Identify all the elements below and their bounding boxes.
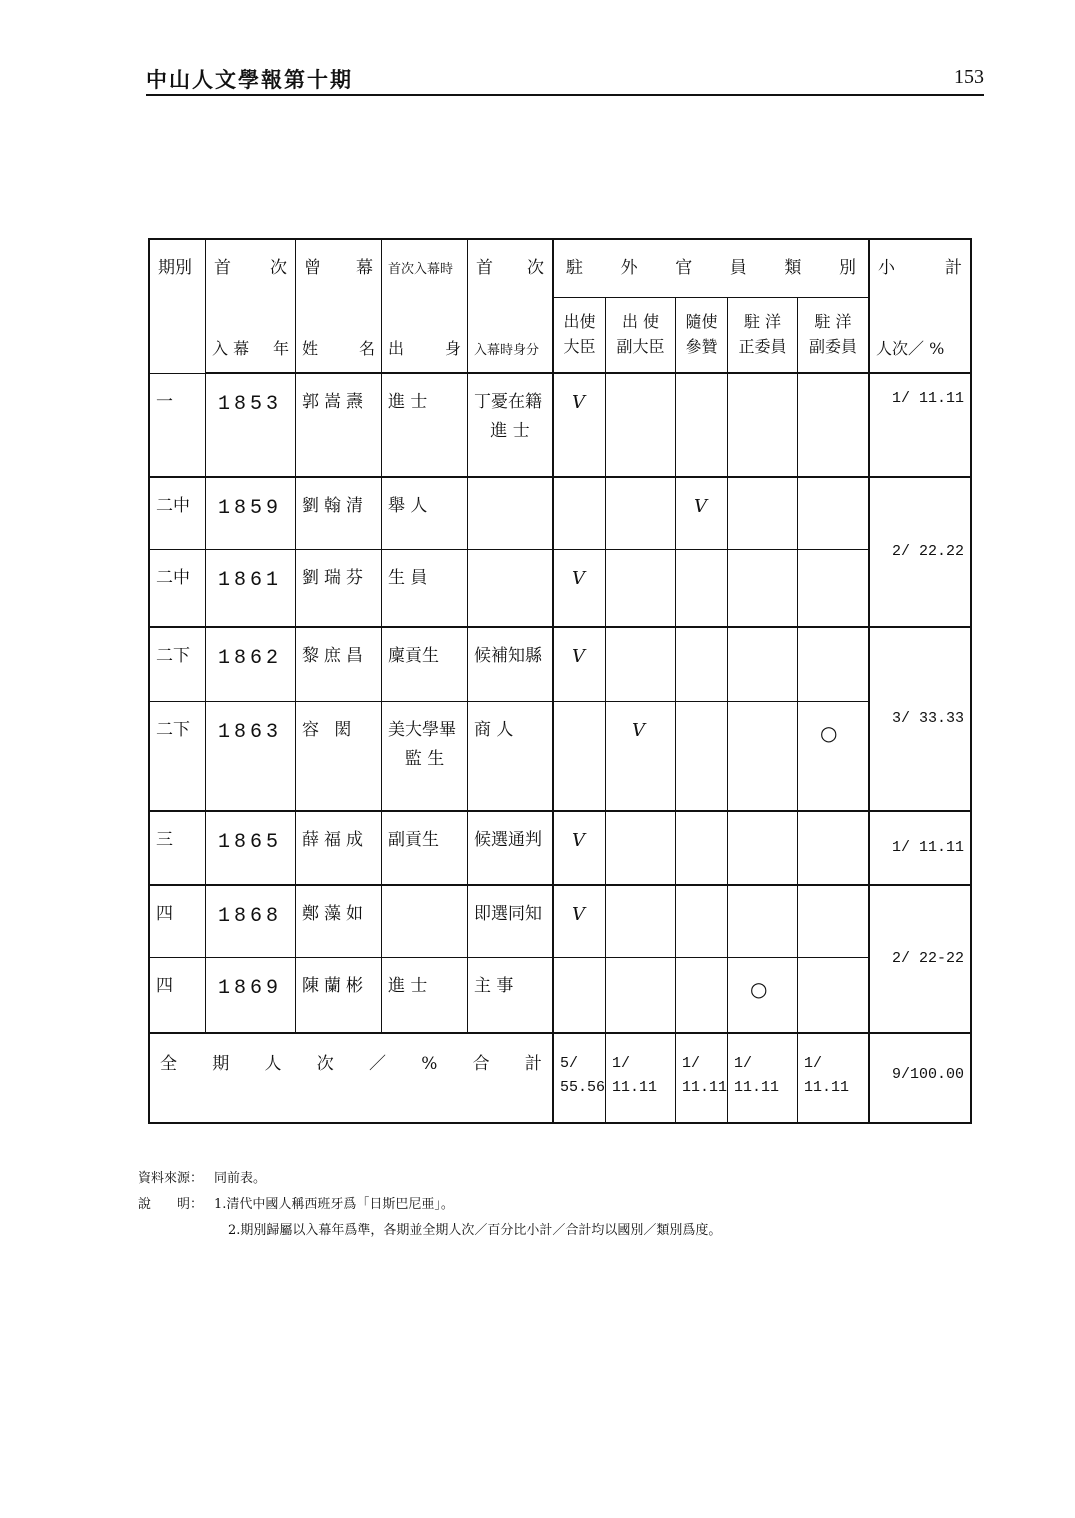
empty-cell <box>798 628 870 702</box>
cat-line1: 駐 洋 <box>814 312 852 331</box>
header-period-label: 期別 <box>158 258 192 278</box>
check-mark: V <box>554 628 606 702</box>
table-row-year: 1853 <box>206 374 296 478</box>
header-subtotal-sub <box>870 298 970 374</box>
header-status-sub <box>468 298 554 374</box>
empty-cell <box>728 374 798 478</box>
table-row-year: 1865 <box>206 812 296 886</box>
empty-cell <box>728 886 798 958</box>
check-mark: V <box>554 374 606 478</box>
header-subtotal-b: 計 <box>945 258 962 278</box>
header-cat-char: 官 <box>675 258 693 278</box>
total-count: 5/ <box>560 1055 579 1072</box>
header-origin-sub-b: 身 <box>444 338 461 358</box>
table-row-status: 候補知縣 <box>468 628 554 702</box>
header-category-group <box>554 240 870 298</box>
subtotal-value: 2/ 22-22 <box>891 950 964 968</box>
check-mark: V <box>554 886 606 958</box>
subtotal-value: 3/ 33.33 <box>891 710 964 728</box>
empty-cell <box>468 550 554 628</box>
total-percent: 11.11 <box>682 1079 728 1096</box>
header-subtotal <box>870 240 970 298</box>
cat-line2: 參贊 <box>685 336 718 356</box>
explanation-note-2 <box>138 1218 721 1244</box>
table-row-period: 二中 <box>150 478 206 550</box>
table-row-year: 1869 <box>206 958 296 1034</box>
empty-cell <box>554 958 606 1034</box>
empty-cell <box>728 628 798 702</box>
header-cat-counselor <box>676 298 728 374</box>
header-status-a: 首 <box>476 258 493 278</box>
empty-cell <box>676 886 728 958</box>
empty-cell <box>606 374 676 478</box>
header-year-b: 次 <box>270 258 287 278</box>
table-row-origin: 舉 人 <box>382 478 468 550</box>
table-row-status: 即選同知 <box>468 886 554 958</box>
check-mark: V <box>554 812 606 886</box>
cat-line1: 出使 <box>563 312 596 331</box>
grand-total-cell <box>870 1034 970 1122</box>
explanation-note <box>138 1192 721 1218</box>
empty-cell <box>606 886 676 958</box>
table-row-period: 一 <box>150 374 206 478</box>
table-row-name: 黎庶昌 <box>296 628 382 702</box>
table-row-year: 1861 <box>206 550 296 628</box>
subtotal-value: 2/ 22.22 <box>891 543 964 561</box>
table-row-year: 1868 <box>206 886 296 958</box>
circle-mark: ○ <box>798 702 870 812</box>
empty-cell <box>676 812 728 886</box>
status-line2: 進 士 <box>490 420 530 441</box>
table-row-year: 1862 <box>206 628 296 702</box>
header-cat-char: 外 <box>620 258 638 278</box>
empty-cell <box>606 958 676 1034</box>
table-row-period: 二下 <box>150 702 206 812</box>
table-row-name: 陳蘭彬 <box>296 958 382 1034</box>
header-cat-deputy-commissioner <box>798 298 870 374</box>
running-header <box>146 62 984 96</box>
total-percent: 11.11 <box>612 1079 658 1096</box>
empty-cell <box>468 478 554 550</box>
header-name-sub-b: 名 <box>358 338 375 358</box>
table-row-period: 三 <box>150 812 206 886</box>
table-row-origin <box>382 702 468 812</box>
total-count: 1/ <box>734 1055 753 1072</box>
subtotal-cell <box>870 812 970 886</box>
total-count: 1/ <box>682 1055 701 1072</box>
explanation-item-1: 1.清代中國人稱西班牙爲「日斯巴尼亜」。 <box>214 1197 454 1212</box>
origin-text: 進 士 <box>388 392 428 412</box>
total-envoy <box>554 1034 606 1122</box>
header-name-sub-a: 姓 <box>302 338 319 358</box>
empty-cell <box>554 478 606 550</box>
table-row-name: 郭嵩燾 <box>296 374 382 478</box>
origin-line1: 美大學畢 <box>388 720 456 740</box>
origin-line2: 監 生 <box>404 748 445 769</box>
header-cat-char: 類 <box>784 258 802 278</box>
empty-cell <box>728 702 798 812</box>
subtotal-value: 1/ 11.11 <box>891 390 964 407</box>
envoy-table <box>148 238 972 1124</box>
empty-cell <box>676 550 728 628</box>
total-label-char: 合 <box>472 1054 490 1074</box>
header-origin-sub-a: 出 <box>388 338 405 358</box>
table-row-status <box>468 374 554 478</box>
table-row-name: 鄭藻如 <box>296 886 382 958</box>
table-row-period: 四 <box>150 886 206 958</box>
total-label-char: 次 <box>316 1054 334 1074</box>
table-row-status: 候選通判 <box>468 812 554 886</box>
header-status-b: 次 <box>527 258 544 278</box>
cat-line1: 出 使 <box>621 312 660 331</box>
cat-line2: 副委員 <box>808 336 857 356</box>
source-label: 資料來源： <box>138 1171 204 1186</box>
header-status <box>468 240 554 298</box>
table-row-status: 商 人 <box>468 702 554 812</box>
header-name <box>296 240 382 298</box>
header-origin-label: 首次入幕時 <box>388 262 454 277</box>
table-row-year: 1859 <box>206 478 296 550</box>
subtotal-value: 1/ 11.11 <box>891 839 964 857</box>
total-commissioner <box>728 1034 798 1122</box>
check-mark: V <box>606 702 676 812</box>
table-row-name: 劉翰清 <box>296 478 382 550</box>
header-year-sub-a: 入 幕 <box>212 338 250 358</box>
header-cat-char: 員 <box>729 258 747 278</box>
empty-cell <box>554 702 606 812</box>
explanation-item-2: 2.期別歸屬以入幕年爲準，各期並全期人次／百分比小計／合計均以國別／類別爲度。 <box>228 1223 722 1238</box>
header-origin-sub <box>382 298 468 374</box>
header-cat-char: 駐 <box>566 258 583 278</box>
empty-cell <box>728 550 798 628</box>
header-year-a: 首 <box>214 258 231 278</box>
total-label <box>150 1034 554 1122</box>
total-label-char: 全 <box>160 1054 177 1074</box>
explanation-label: 說 明： <box>138 1197 204 1212</box>
empty-cell <box>382 886 468 958</box>
empty-cell <box>676 702 728 812</box>
subtotal-cell <box>870 374 970 478</box>
total-deputy-envoy <box>606 1034 676 1122</box>
empty-cell <box>728 478 798 550</box>
table-row-period: 二下 <box>150 628 206 702</box>
table-row-period: 四 <box>150 958 206 1034</box>
empty-cell <box>676 628 728 702</box>
cat-line2: 正委員 <box>738 336 787 356</box>
empty-cell <box>676 374 728 478</box>
header-period <box>150 240 206 374</box>
table-row-origin <box>382 374 468 478</box>
check-mark: V <box>676 478 728 550</box>
total-percent: 55.56 <box>560 1079 606 1096</box>
total-label-char: 計 <box>524 1054 542 1074</box>
empty-cell <box>606 550 676 628</box>
table-notes <box>138 1166 721 1244</box>
empty-cell <box>798 550 870 628</box>
table-row-origin: 廩貢生 <box>382 628 468 702</box>
status-line1: 丁憂在籍 <box>474 392 542 412</box>
total-label-char: % <box>421 1054 438 1074</box>
empty-cell <box>606 812 676 886</box>
table-row-year: 1863 <box>206 702 296 812</box>
empty-cell <box>798 958 870 1034</box>
journal-title: 中山人文學報第十期 <box>146 67 353 92</box>
subtotal-cell <box>870 886 970 1034</box>
total-label-char: ／ <box>369 1054 386 1074</box>
cat-line1: 隨使 <box>685 312 718 331</box>
header-subtotal-a: 小 <box>878 258 895 278</box>
empty-cell <box>798 812 870 886</box>
header-cat-commissioner <box>728 298 798 374</box>
empty-cell <box>798 886 870 958</box>
cat-line2: 副大臣 <box>616 336 665 356</box>
empty-cell <box>676 958 728 1034</box>
cat-line1: 駐 洋 <box>743 312 782 331</box>
empty-cell <box>728 812 798 886</box>
source-text: 同前表。 <box>214 1171 267 1186</box>
header-status-sub-label: 入幕時身分 <box>474 342 540 358</box>
header-year-sub <box>206 298 296 374</box>
total-count: 1/ <box>612 1055 631 1072</box>
total-percent: 11.11 <box>734 1079 780 1096</box>
empty-cell <box>798 374 870 478</box>
total-counselor <box>676 1034 728 1122</box>
total-deputy-commissioner <box>798 1034 870 1122</box>
total-count: 1/ <box>804 1055 823 1072</box>
header-cat-envoy <box>554 298 606 374</box>
header-year-sub-b: 年 <box>272 338 289 358</box>
header-year <box>206 240 296 298</box>
empty-cell <box>798 478 870 550</box>
check-mark: V <box>554 550 606 628</box>
header-origin <box>382 240 468 298</box>
header-cat-char: 別 <box>838 258 856 278</box>
table-row-period: 二中 <box>150 550 206 628</box>
table-row-origin: 生 員 <box>382 550 468 628</box>
table-row-origin: 進 士 <box>382 958 468 1034</box>
subtotal-cell <box>870 478 970 628</box>
header-name-sub <box>296 298 382 374</box>
table-row-origin: 副貢生 <box>382 812 468 886</box>
empty-cell <box>606 478 676 550</box>
circle-mark: ○ <box>728 958 798 1034</box>
total-percent: 11.11 <box>804 1079 850 1096</box>
grand-total-value: 9/100.00 <box>891 1066 964 1083</box>
header-name-a: 曾 <box>304 258 321 278</box>
table-row-name: 薛福成 <box>296 812 382 886</box>
header-cat-deputy-envoy <box>606 298 676 374</box>
total-label-char: 人 <box>264 1054 282 1074</box>
empty-cell <box>606 628 676 702</box>
subtotal-cell <box>870 628 970 812</box>
total-label-char: 期 <box>212 1054 230 1074</box>
page-number: 153 <box>954 66 984 88</box>
table-row-name: 容 閎 <box>296 702 382 812</box>
table-row-status: 主 事 <box>468 958 554 1034</box>
header-subtotal-sub-label: 人次／ % <box>876 338 945 358</box>
table-row-name: 劉瑞芬 <box>296 550 382 628</box>
source-note <box>138 1166 721 1192</box>
header-name-b: 幕 <box>356 258 373 278</box>
cat-line2: 大臣 <box>563 336 596 356</box>
